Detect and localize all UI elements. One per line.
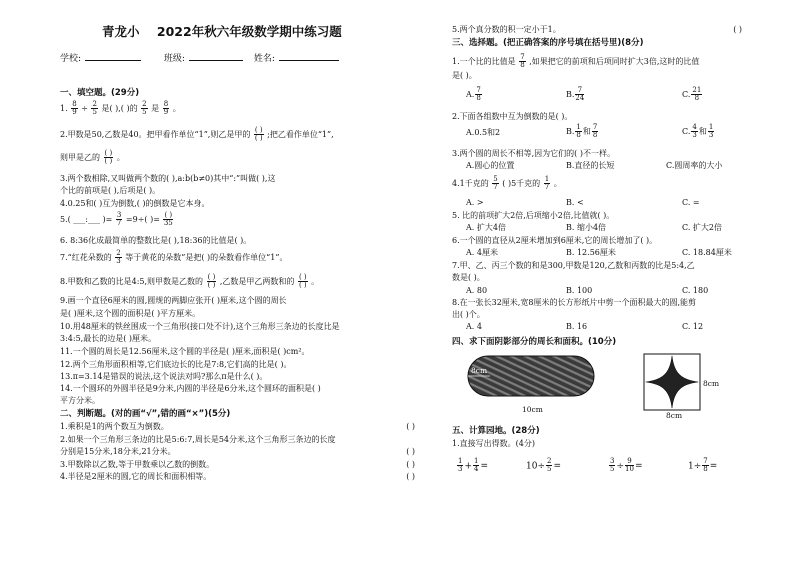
- numerator: 7: [520, 53, 525, 61]
- fraction: [691, 124, 697, 140]
- q8-text: 8.甲数和乙数的比是4:5,则甲数是乙数的: [60, 276, 204, 286]
- operator: +: [464, 461, 473, 472]
- denominator: 3: [458, 465, 463, 474]
- equals: =: [553, 461, 562, 472]
- q5-text: =9÷( )=: [125, 214, 160, 224]
- denominator: ( ): [207, 281, 216, 290]
- option-b[interactable]: B. 16: [566, 322, 588, 331]
- denominator: 4: [474, 465, 479, 474]
- question-2: [60, 127, 334, 143]
- option-c[interactable]: C.圆周率的大小: [666, 161, 723, 170]
- choice-1: [452, 54, 699, 70]
- class-blank[interactable]: [189, 60, 243, 61]
- page-title: [102, 24, 342, 40]
- fraction: [91, 101, 97, 117]
- option-c[interactable]: [682, 87, 703, 103]
- numerator: 8: [72, 100, 77, 108]
- judge-3-text: 3.甲数除以乙数,等于甲数乘以乙数的倒数。: [60, 460, 215, 469]
- school-label: 学校:: [60, 54, 82, 64]
- fraction: [691, 87, 702, 103]
- question-10-cont: 3:4:5,最长的边是( )厘米。: [60, 334, 156, 343]
- option-letter: C.: [682, 89, 691, 99]
- q1-number: 1.: [60, 103, 68, 113]
- fraction: [575, 124, 581, 140]
- choice-2: 2.下面各组数中互为倒数的是( )。: [452, 112, 573, 121]
- numerator: ( ): [164, 211, 173, 219]
- fraction-blank[interactable]: [163, 212, 173, 228]
- option-b[interactable]: B. 100: [566, 286, 593, 295]
- denominator: 3: [692, 131, 697, 140]
- numerator: 2: [92, 100, 97, 108]
- q2-text: 。: [116, 152, 125, 162]
- denominator: 5: [547, 465, 552, 474]
- option-b[interactable]: B.直径的长短: [566, 161, 615, 170]
- section-3-title: 三、选择题。(把正确答案的序号填在括号里)(8分): [452, 38, 644, 48]
- numerator: 5: [493, 175, 498, 183]
- question-11: 11.一个圆的周长是12.56厘米,这个圆的半径是( )厘米,面积是( )cm²。: [60, 347, 310, 356]
- numerator: 3: [116, 211, 122, 219]
- fraction: [519, 54, 525, 70]
- numerator: 8: [163, 100, 169, 108]
- option-a[interactable]: A. 扩大4倍: [466, 223, 506, 232]
- choice-7: 7.甲、乙、丙三个数的和是300,甲数是120,乙数和丙数的比是5:4,乙: [452, 261, 695, 270]
- option-c[interactable]: C. =: [682, 198, 700, 207]
- question-3: 3.两个数相除,又叫做两个数的( ),a:b(b≠0)其中“:”叫做( ),这: [60, 174, 276, 183]
- fig2-label-bottom: 8cm: [666, 411, 683, 420]
- denominator: 8: [520, 61, 525, 70]
- choice-4: [452, 176, 562, 192]
- page-title-text: 青龙小 2022年秋六年级数学期中练习题: [102, 24, 342, 39]
- answer-paren[interactable]: ( ): [406, 472, 415, 481]
- denominator: 9: [72, 108, 77, 117]
- denominator: 8: [576, 131, 581, 140]
- option-a[interactable]: A. 4厘米: [466, 248, 498, 257]
- question-2-cont: [60, 150, 125, 166]
- question-6: 6. 8:36化成最简单的整数比是( ),18:36的比值是( )。: [60, 236, 252, 245]
- choice-8-cont: 出( )个。: [452, 310, 485, 319]
- choice-8: 8.在一张长32厘米,宽8厘米的长方形纸片中剪一个面积最大的圆,能剪: [452, 298, 696, 307]
- fraction-blank[interactable]: [298, 274, 308, 290]
- school-blank[interactable]: [85, 60, 141, 61]
- option-letter: B.: [566, 89, 575, 99]
- question-14-cont: 平方分米。: [60, 396, 100, 405]
- denominator: 9: [163, 108, 169, 117]
- denominator: 24: [575, 94, 585, 103]
- fraction: [141, 101, 147, 117]
- option-letter: B.: [566, 126, 575, 136]
- q8-text: ,乙数是甲乙两数和的: [219, 276, 295, 286]
- option-letter: C.: [682, 126, 691, 136]
- question-14: 14.一个圆环的外圆半径是9分米,内圆的半径是6分米,这个圆环的面积是( ): [60, 384, 321, 393]
- numerator: ( ): [104, 149, 113, 157]
- c4-text: ( )5千克的: [502, 178, 541, 188]
- equals: =: [480, 461, 489, 472]
- numerator: 1: [576, 123, 581, 131]
- fraction: [457, 458, 463, 474]
- option-letter: A.: [466, 89, 475, 99]
- name-blank[interactable]: [279, 60, 339, 61]
- q8-text: 。: [311, 276, 320, 286]
- option-a[interactable]: A.圆心的位置: [466, 161, 515, 170]
- q1-text: 是( ),( )的: [101, 103, 138, 113]
- judge-2: 2.如果一个三角形三条边的比是5:6:7,周长是54分米,这个三角形三条边的长度: [60, 435, 336, 444]
- figure-square-star: [640, 352, 730, 420]
- fraction: [546, 458, 552, 474]
- denominator: 5: [610, 465, 615, 474]
- fraction: [475, 87, 481, 103]
- question-4: 4.0.25和( )互为倒数,( )的倒数是它本身。: [60, 199, 210, 208]
- calc-intro: 1.直接写出得数。(4分): [452, 439, 535, 448]
- denominator: ( ): [254, 134, 263, 143]
- question-10: 10.用48厘米的铁丝围成一个三角形(接口处不计),这个三角形三条边的长度比是: [60, 322, 340, 331]
- numerator: 1: [458, 457, 463, 465]
- figure-stadium: [466, 354, 596, 416]
- numerator: 2: [116, 249, 121, 257]
- choice-3: 3.两个圆的周长不相等,因为它们的( )不一样。: [452, 149, 615, 158]
- student-info-row: [60, 54, 339, 65]
- judge-1-text: 1.乘积是1的两个数互为倒数。: [60, 422, 169, 431]
- question-5: [60, 212, 174, 228]
- fig1-label-10cm: 10cm: [522, 405, 543, 414]
- fraction: [575, 87, 584, 103]
- denominator: 10: [625, 465, 634, 474]
- denominator: 8: [703, 465, 708, 474]
- numerator: 7: [592, 123, 598, 131]
- option-a[interactable]: A. 4: [466, 322, 482, 331]
- question-3-cont: 个比的前项是( ),后项是( )。: [60, 186, 161, 195]
- numerator: 21: [692, 86, 702, 94]
- option-c[interactable]: C. 扩大2倍: [682, 223, 723, 232]
- option-text: 和: [582, 126, 591, 136]
- option-a[interactable]: [466, 87, 483, 103]
- answer-paren[interactable]: ( ): [406, 447, 415, 456]
- class-label: 班级:: [163, 54, 185, 64]
- fraction: [115, 250, 121, 266]
- question-12: 12.两个三角形面积相等,它们底边长的比是7:8,它们高的比是( )。: [60, 360, 292, 369]
- option-c[interactable]: C. 18.84厘米: [682, 248, 732, 257]
- question-1: [60, 101, 181, 117]
- judge-5: [452, 25, 772, 35]
- numerator: ( ): [298, 273, 307, 281]
- question-7: [60, 250, 287, 266]
- judge-1: [60, 422, 415, 432]
- option-a[interactable]: A.0.5和2: [466, 128, 501, 137]
- name-label: 姓名:: [253, 54, 275, 64]
- denominator: 8: [694, 94, 700, 103]
- judge-5-text: 5.两个真分数的积一定小于1。: [452, 25, 561, 34]
- fraction: [71, 101, 77, 117]
- fraction: [592, 124, 598, 140]
- operator: ÷: [616, 461, 625, 472]
- fraction-blank[interactable]: [104, 150, 114, 166]
- denominator: 3: [116, 257, 121, 266]
- choice-6: 6.一个圆的直径从2厘米增加到6厘米,它的周长增加了( )。: [452, 236, 658, 245]
- q2-text: 2.甲数是50,乙数是40。把甲看作单位“1”,则乙是甲的: [60, 129, 251, 139]
- judge-2-text: 分别是15分米,18分米,21分米。: [60, 447, 176, 456]
- option-c[interactable]: [682, 124, 715, 140]
- c4-text: 。: [553, 178, 562, 188]
- numerator: 1: [474, 457, 479, 465]
- numerator: 7: [703, 457, 708, 465]
- q5-text: 5.( ___:___ )=: [60, 214, 113, 224]
- denominator: 5: [92, 108, 97, 117]
- judge-3: [60, 460, 415, 470]
- option-b[interactable]: B. <: [566, 198, 584, 207]
- answer-paren[interactable]: ( ): [406, 460, 415, 469]
- q7-text: 7.“红花朵数的: [60, 252, 112, 262]
- fraction: [702, 458, 708, 474]
- fraction: [492, 176, 498, 192]
- numerator: ( ): [254, 126, 263, 134]
- q1-text: 是: [151, 103, 160, 113]
- fig1-label-8cm: 8cm: [471, 366, 488, 375]
- operand: 1÷: [688, 461, 702, 472]
- fraction-blank[interactable]: [207, 274, 217, 290]
- equals: =: [709, 461, 718, 472]
- question-9-cont: 是( )厘米,这个圆的面积是( )平方厘米。: [60, 309, 201, 318]
- numerator: 1: [708, 123, 714, 131]
- question-13: 13.π=3.14是错误的说法,这个说法对吗?那么π是什么( )。: [60, 372, 268, 381]
- answer-paren[interactable]: ( ): [406, 422, 415, 431]
- calc-expr-3[interactable]: [608, 458, 642, 474]
- judge-2-cont: [60, 447, 415, 457]
- option-c[interactable]: C. 180: [682, 286, 709, 295]
- denominator: 8: [476, 94, 481, 103]
- calc-expr-4[interactable]: [688, 458, 717, 474]
- denominator: ( ): [104, 157, 113, 166]
- fraction-blank[interactable]: [254, 127, 264, 143]
- choice-1-cont: 是( )。: [452, 71, 477, 80]
- option-a[interactable]: A. >: [466, 198, 484, 207]
- option-a[interactable]: A. 80: [466, 286, 488, 295]
- operand: 10÷: [526, 461, 545, 472]
- section-4-title: 四、求下面阴影部分的周长和面积。(10分): [452, 337, 617, 347]
- q1-text: ÷: [81, 103, 88, 113]
- denominator: 35: [163, 219, 173, 228]
- fraction: [708, 124, 714, 140]
- numerator: 4: [692, 123, 697, 131]
- numerator: ( ): [207, 273, 216, 281]
- c1-text: 1.一个比的比值是: [452, 56, 516, 66]
- numerator: 2: [142, 100, 147, 108]
- calc-expr-2[interactable]: [526, 458, 561, 474]
- c1-text: ,如果把它的前项和后项同时扩大3倍,这时的比值: [529, 56, 700, 66]
- q1-text: 。: [172, 103, 181, 113]
- choice-7-cont: 数是( )。: [452, 273, 485, 282]
- section-2-title: 二、判断题。(对的画“√”,错的画“×”)(5分): [60, 409, 231, 419]
- q7-text: 等于黄花的朵数”是把( )的朵数看作单位“1”。: [125, 252, 288, 262]
- judge-4-text: 4.半径是2厘米的圆,它的周长和面积相等。: [60, 472, 212, 481]
- question-8: [60, 274, 319, 290]
- q2-text: 则甲是乙的: [60, 152, 100, 162]
- fraction: [473, 458, 479, 474]
- numerator: 7: [575, 87, 584, 95]
- fraction: [625, 458, 634, 474]
- option-b[interactable]: B. 缩小4倍: [566, 223, 607, 232]
- q2-text: ;把乙看作单位“1”,: [267, 129, 334, 139]
- fraction: [609, 458, 615, 474]
- denominator: 8: [592, 131, 598, 140]
- fraction: [163, 101, 169, 117]
- equals: =: [634, 461, 643, 472]
- option-b[interactable]: [566, 87, 585, 103]
- question-9: 9.画一个直径6厘米的圆,圆规的两脚应张开( )厘米,这个圆的周长: [60, 296, 287, 305]
- choice-5: 5. 比的前项扩大2倍,后项缩小2倍,比值就( )。: [452, 211, 615, 220]
- judge-4: [60, 472, 415, 482]
- option-b[interactable]: [566, 124, 599, 140]
- numerator: 7: [476, 86, 481, 94]
- section-5-title: 五、计算园地。(28分): [452, 426, 540, 436]
- option-c[interactable]: C. 12: [682, 322, 704, 331]
- section-1-title: 一、填空题。(29分): [60, 88, 140, 98]
- numerator: 3: [610, 457, 615, 465]
- numerator: 1: [544, 175, 550, 183]
- denominator: 5: [142, 108, 147, 117]
- denominator: 7: [493, 183, 498, 192]
- denominator: ( ): [298, 281, 307, 290]
- answer-paren[interactable]: ( ): [733, 25, 742, 34]
- denominator: 3: [708, 131, 714, 140]
- option-b[interactable]: B. 12.56厘米: [566, 248, 616, 257]
- c4-text: 4.1千克的: [452, 178, 489, 188]
- denominator: 7: [116, 219, 122, 228]
- denominator: 7: [544, 183, 550, 192]
- option-text: 和: [698, 126, 707, 136]
- fig2-label-side: 8cm: [703, 379, 720, 388]
- numerator: 9: [625, 458, 634, 466]
- fraction: [544, 176, 550, 192]
- fraction: [116, 212, 122, 228]
- calc-expr-1[interactable]: [456, 458, 488, 474]
- numerator: 2: [547, 457, 552, 465]
